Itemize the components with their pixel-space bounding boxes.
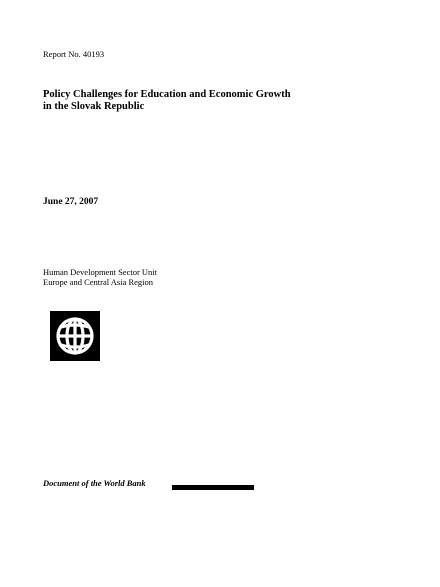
sector-unit-line-1: Human Development Sector Unit [43, 267, 158, 277]
report-number: Report No. 40193 [43, 49, 105, 59]
document-of-world-bank-label: Document of the World Bank [43, 478, 146, 488]
footer-divider-bar [172, 485, 254, 490]
sector-unit-block [43, 267, 157, 287]
world-bank-globe-icon [50, 311, 100, 361]
report-title [43, 89, 383, 113]
report-date: June 27, 2007 [43, 197, 99, 207]
sector-unit-line-2: Europe and Central Asia Region [43, 277, 154, 287]
report-title-line-1: Policy Challenges for Education and Economic Growth [43, 89, 291, 100]
report-title-line-2: in the Slovak Republic [43, 101, 145, 112]
